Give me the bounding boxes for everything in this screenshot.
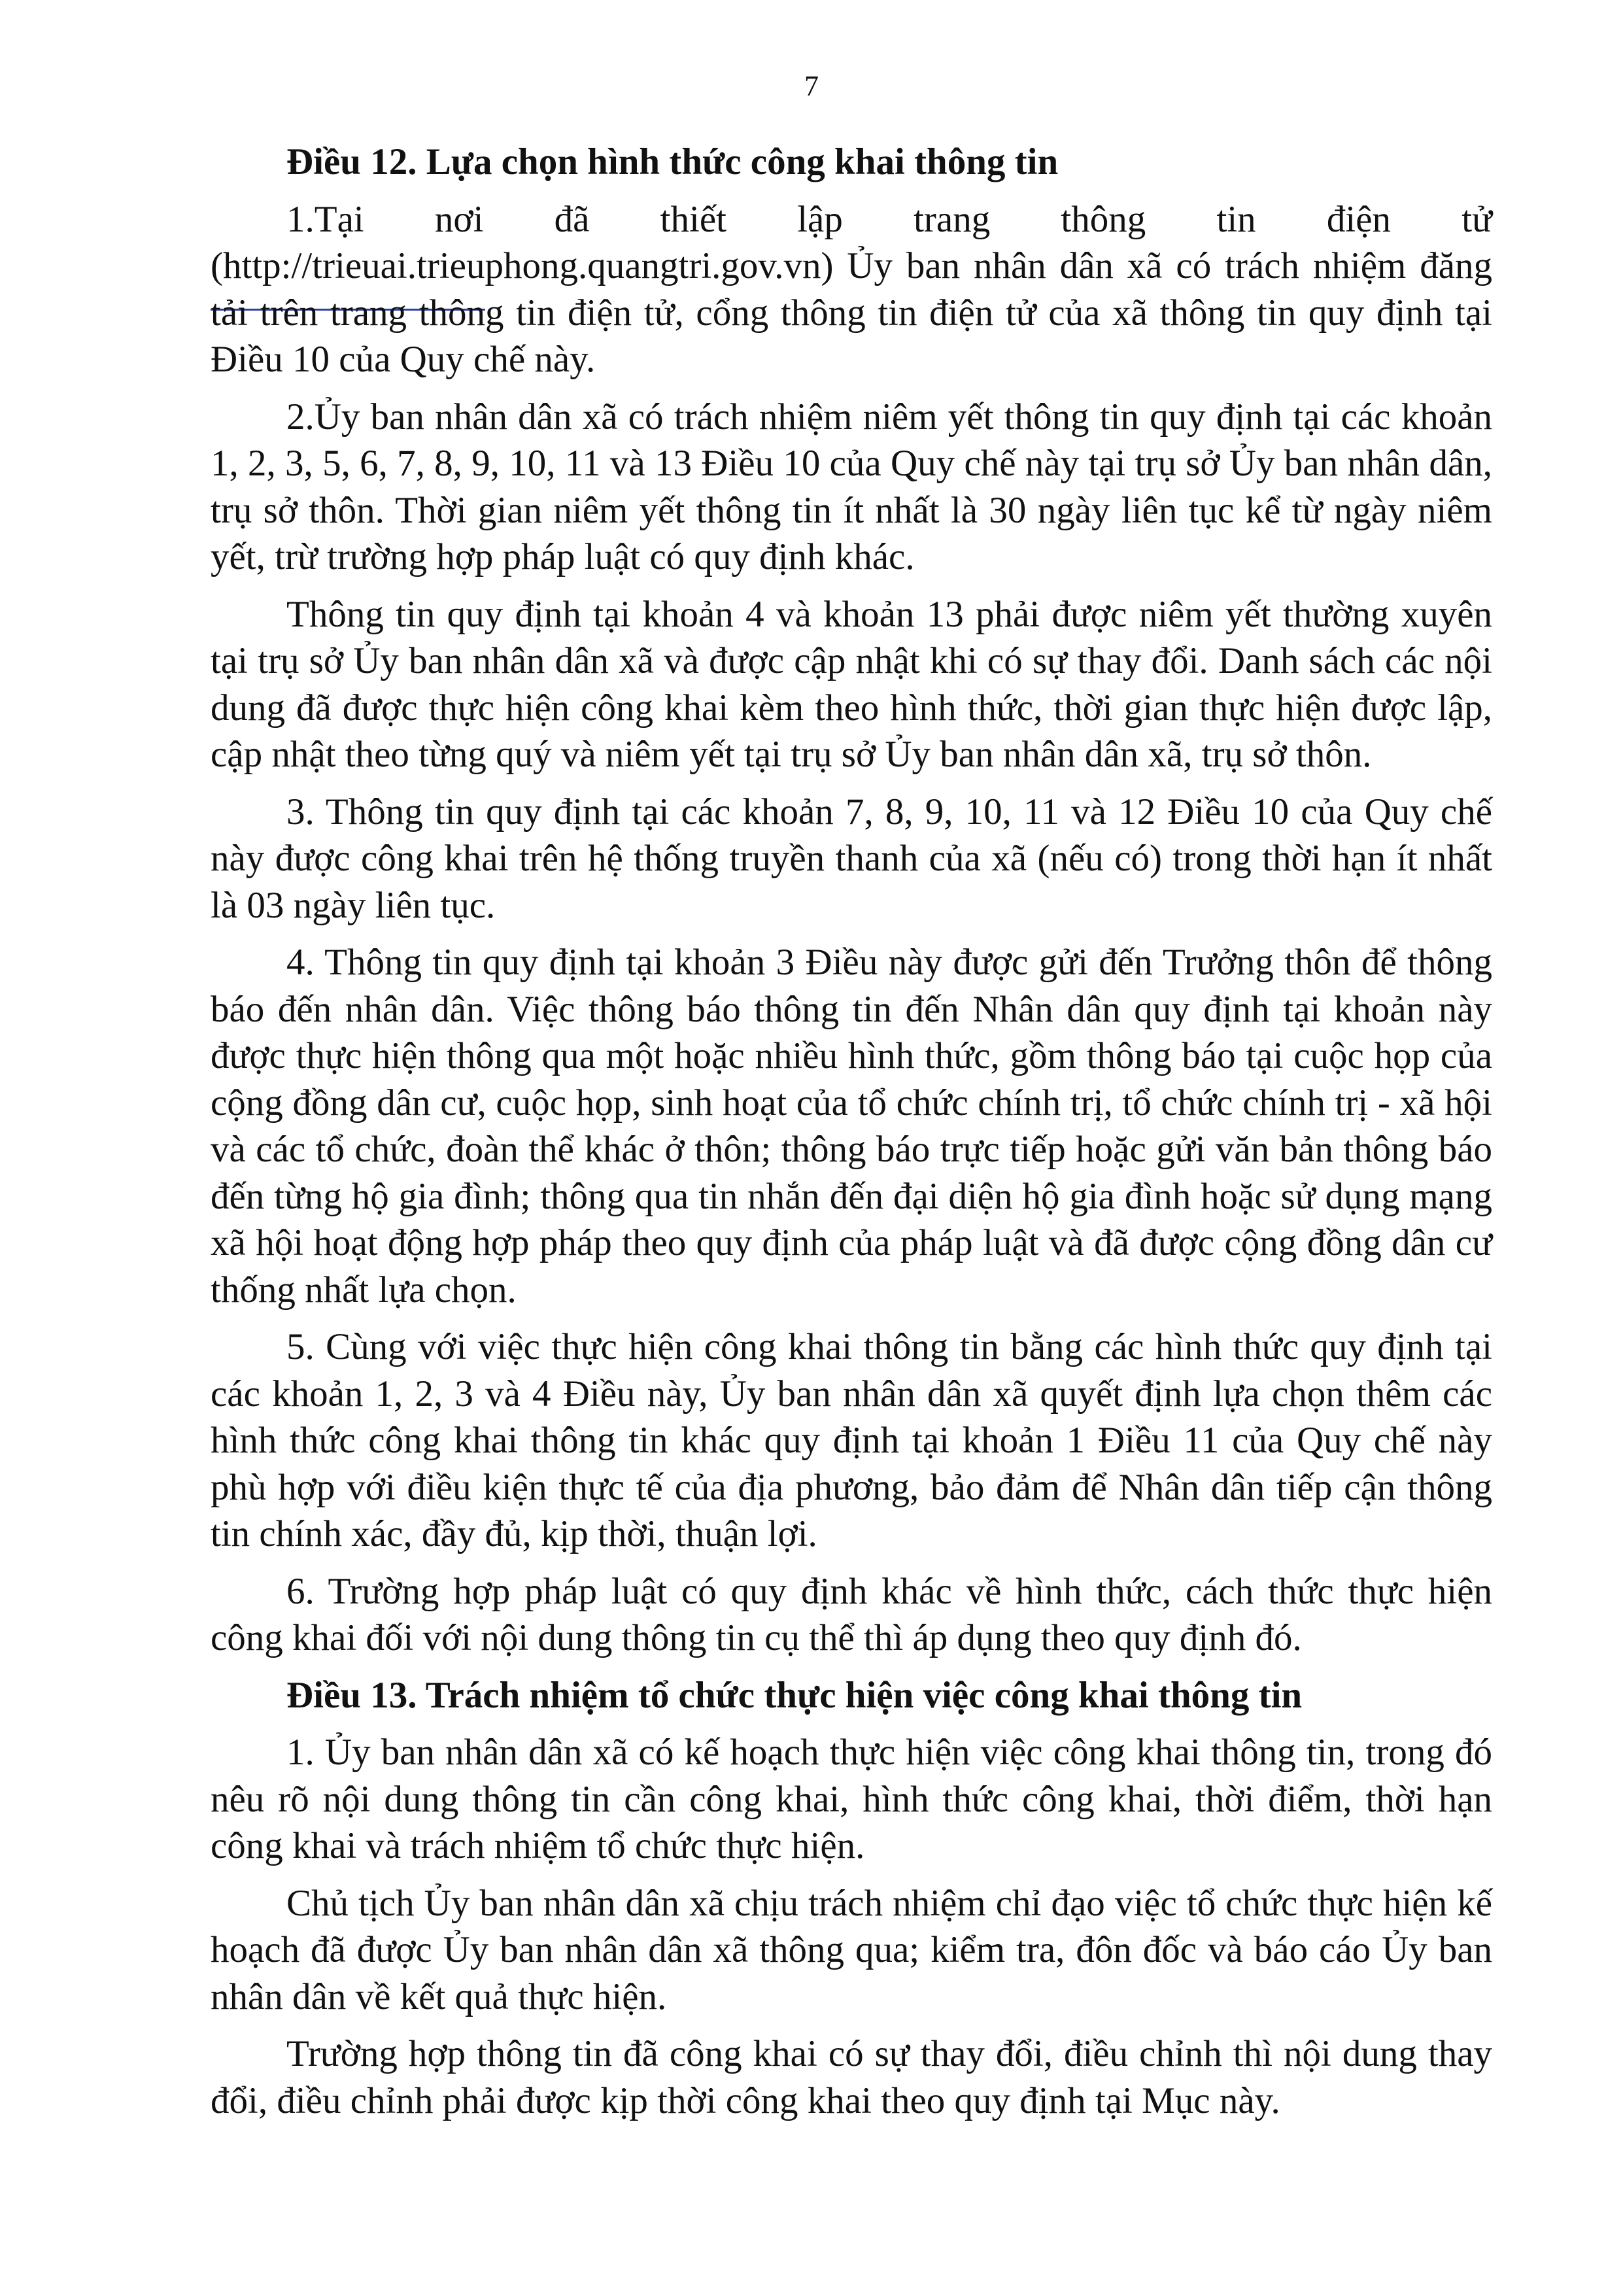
article-13-clause-1: 1. Ủy ban nhân dân xã có kế hoạch thực hiện việc công khai thông tin, trong đó nêu rõ nội dung thông tin cần công khai, hình thức công khai, thời điểm, thời hạn công khai và trách nhiệm tổ chức thực hiện. <box>211 1732 1492 1866</box>
article-12-clause-1 <box>211 196 1492 383</box>
article-12-clause-2-note: Thông tin quy định tại khoản 4 và khoản 13 phải được niêm yết thường xuyên tại trụ sở Ủy ban nhân dân xã và được cập nhật khi có sự thay đổi. Danh sách các nội dung đã được thực hiện công khai kèm theo hình thức, thời gian thực hiện được lập, cập nhật theo từng quý và niêm yết tại trụ sở Ủy ban nhân dân xã, trụ sở thôn. <box>211 593 1492 775</box>
article-12-heading: Điều 12. Lựa chọn hình thức công khai thông tin <box>286 141 1059 182</box>
page-number: 7 <box>804 70 819 102</box>
article-13-heading: Điều 13. Trách nhiệm tổ chức thực hiện việc công khai thông tin <box>286 1674 1303 1716</box>
article-12-clause-2: 2.Ủy ban nhân dân xã có trách nhiệm niêm yết thông tin quy định tại các khoản 1, 2, 3, 5, 6, 7, 8, 9, 10, 11 và 13 Điều 10 của Quy chế này tại trụ sở Ủy ban nhân dân, trụ sở thôn. Thời gian niêm yết thông tin ít nhất là 30 ngày liên tục kể từ ngày niêm yết, trừ trường hợp pháp luật có quy định khác. <box>211 396 1492 577</box>
article-12-clause-4: 4. Thông tin quy định tại khoản 3 Điều này được gửi đến Trưởng thôn để thông báo đến nhân dân. Việc thông báo thông tin đến Nhân dân quy định tại khoản này được thực hiện thông qua một hoặc nhiều hình thức, gồm thông báo tại cuộc họp của cộng đồng dân cư, cuộc họp, sinh hoạt của tổ chức chính trị, tổ chức chính trị - xã hội và các tổ chức, đoàn thể khác ở thôn; thông báo trực tiếp hoặc gửi văn bản thông báo đến từng hộ gia đình; thông qua tin nhắn đến đại diện hộ gia đình hoặc sử dụng mạng xã hội hoạt động hợp pháp theo quy định của pháp luật và đã được cộng đồng dân cư thống nhất lựa chọn. <box>211 942 1492 1311</box>
article-13-clause-1-chairman: Chủ tịch Ủy ban nhân dân xã chịu trách nhiệm chỉ đạo việc tổ chức thực hiện kế hoạch đã được Ủy ban nhân dân xã thông qua; kiểm tra, đôn đốc và báo cáo Ủy ban nhân dân về kết quả thực hiện. <box>211 1882 1492 2017</box>
article-12-clause-6: 6. Trường hợp pháp luật có quy định khác về hình thức, cách thức thực hiện công khai đối với nội dung thông tin cụ thể thì áp dụng theo quy định đó. <box>211 1570 1492 1658</box>
article-12-clause-1-continuation: (http://trieuai.trieuphong.quangtri.gov.vn) Ủy ban nhân dân xã có trách nhiệm đăng tải trên trang thông tin điện tử, cổng thông tin điện tử của xã thông tin quy định tại Điều 10 của Quy chế này. <box>211 245 1492 380</box>
article-12-clause-3: 3. Thông tin quy định tại các khoản 7, 8, 9, 10, 11 và 12 Điều 10 của Quy chế này được công khai trên hệ thống truyền thanh của xã (nếu có) trong thời hạn ít nhất là 03 ngày liên tục. <box>211 791 1492 926</box>
article-13-clause-1-changes: Trường hợp thông tin đã công khai có sự thay đổi, điều chỉnh thì nội dung thay đổi, điều chỉnh phải được kịp thời công khai theo quy định tại Mục này. <box>211 2033 1492 2121</box>
document-body <box>211 139 1492 2134</box>
article-12-clause-1-first-line: 1.Tại nơi đã thiết lập trang thông tin điện tử <box>286 198 1492 240</box>
article-12-clause-5: 5. Cùng với việc thực hiện công khai thông tin bằng các hình thức quy định tại các khoản 1, 2, 3 và 4 Điều này, Ủy ban nhân dân xã quyết định lựa chọn thêm các hình thức công khai thông tin khác quy định tại khoản 1 Điều 11 của Quy chế này phù hợp với điều kiện thực tế của địa phương, bảo đảm để Nhân dân tiếp cận thông tin chính xác, đầy đủ, kịp thời, thuận lợi. <box>211 1326 1492 1554</box>
